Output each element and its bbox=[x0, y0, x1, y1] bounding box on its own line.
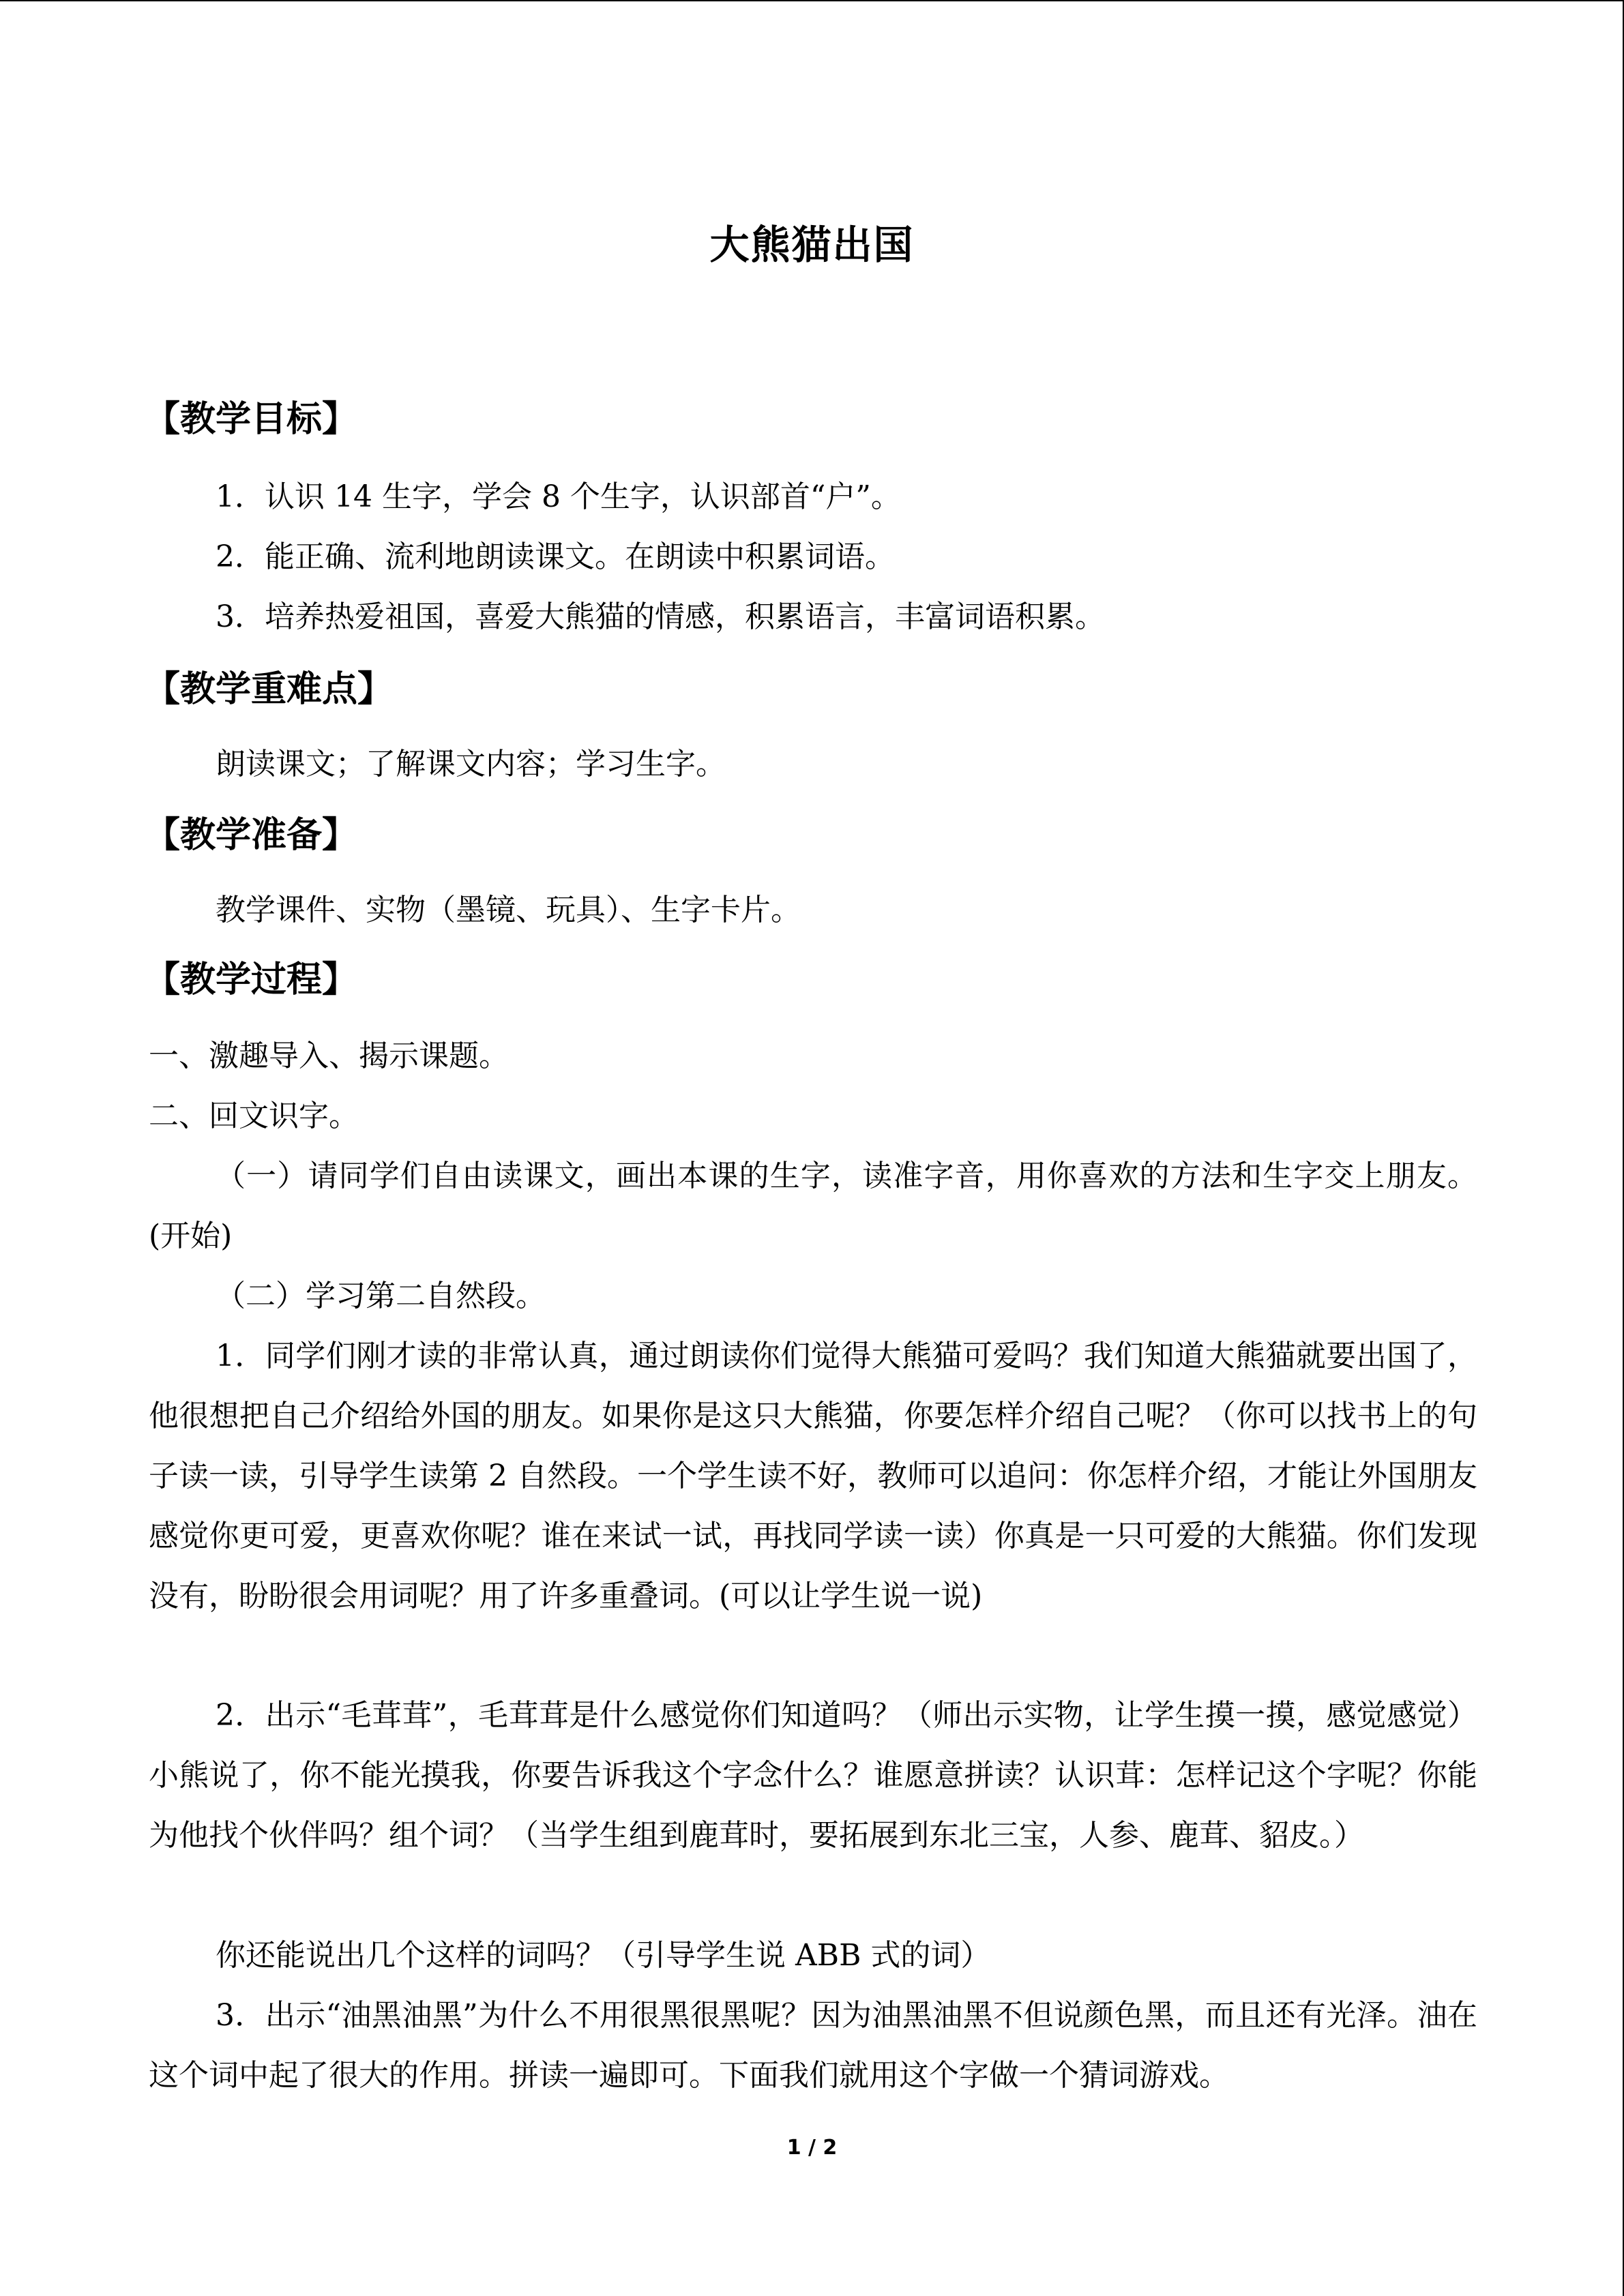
goal-item: 3．培养热爱祖国，喜爱大熊猫的情感，积累语言，丰富词语积累。 bbox=[216, 599, 1105, 634]
process-paragraph: 你还能说出几个这样的词吗？（引导学生说 ABB 式的词） bbox=[216, 1938, 991, 1973]
process-paragraph: 3．出示“油黑油黑”为什么不用很黑很黑呢？因为油黑油黑不但说颜色黑，而且还有光泽。油在这个词中起了很大的作用。拼读一遍即可。下面我们就用这个字做一个猜词游戏。 bbox=[149, 1998, 1477, 2093]
goal-item: 1．认识 14 生字，学会 8 个生字，认识部首“户”。 bbox=[216, 479, 901, 514]
process-paragraph: 2．出示“毛茸茸”，毛茸茸是什么感觉你们知道吗？（师出示实物，让学生摸一摸，感觉感觉）小熊说了，你不能光摸我，你要告诉我这个字念什么？谁愿意拼读？认识茸：怎样记这个字呢？你能为他找个伙伴吗？组个词？（当学生组到鹿茸时，要拓展到东北三宝，人参、鹿茸、貂皮。） bbox=[149, 1698, 1477, 1853]
process-step: 一、激趣导入、揭示课题。 bbox=[149, 1039, 509, 1073]
section-heading-goals: 【教学目标】 bbox=[145, 399, 358, 440]
process-step: 二、回文识字。 bbox=[149, 1099, 359, 1133]
page-number: 1 / 2 bbox=[786, 2136, 838, 2160]
process-substep: （一）请同学们自由读课文，画出本课的生字，读准字音，用你喜欢的方法和生字交上朋友。(开始) bbox=[149, 1159, 1477, 1253]
goal-item: 2．能正确、流利地朗读课文。在朗读中积累词语。 bbox=[216, 539, 895, 574]
process-paragraph: 1．同学们刚才读的非常认真，通过朗读你们觉得大熊猫可爱吗？我们知道大熊猫就要出国了，他很想把自己介绍给外国的朋友。如果你是这只大熊猫，你要怎样介绍自己呢？（你可以找书上的句子读一读，引导学生读第 2 自然段。一个学生读不好，教师可以追问：你怎样介绍，才能让外国朋友感觉你更可爱，更喜欢你呢？谁在来试一试，再找同学读一读）你真是一只可爱的大熊猫。你们发现没有，盼盼很会用词呢？用了许多重叠词。(可以让学生说一说) bbox=[149, 1339, 1477, 1613]
section-heading-preparation: 【教学准备】 bbox=[145, 815, 358, 856]
section-heading-process: 【教学过程】 bbox=[145, 959, 358, 1000]
preparation-text: 教学课件、实物（墨镜、玩具）、生字卡片。 bbox=[216, 893, 801, 927]
document-title: 大熊猫出国 bbox=[709, 222, 915, 268]
process-substep: （二）学习第二自然段。 bbox=[216, 1279, 546, 1313]
section-heading-key-points: 【教学重难点】 bbox=[145, 669, 394, 710]
key-points-text: 朗读课文；了解课文内容；学习生字。 bbox=[216, 747, 726, 781]
